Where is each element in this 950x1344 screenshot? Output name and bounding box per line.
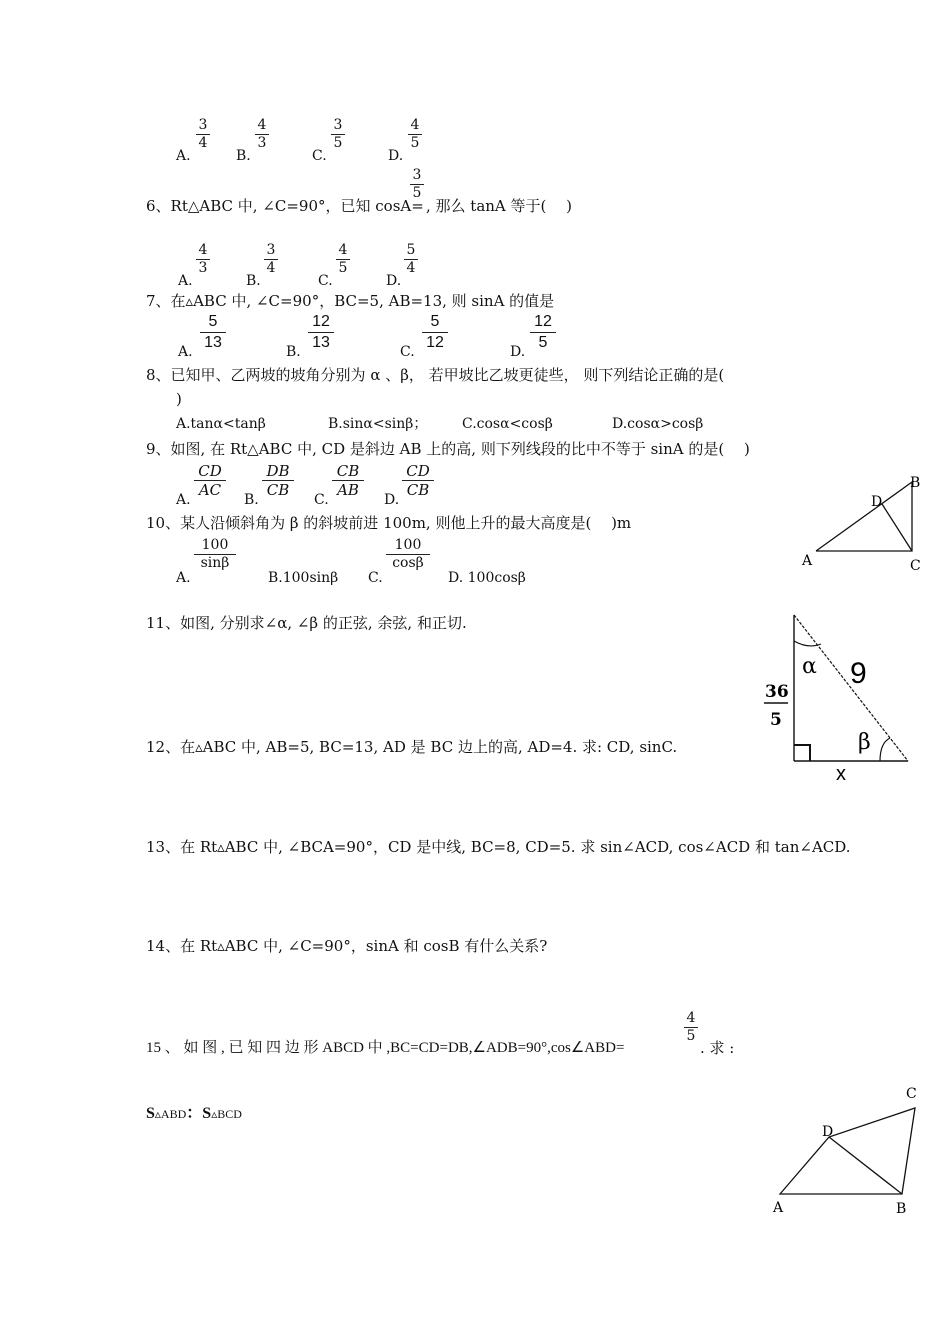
- q6-option-b-label: B.: [246, 273, 261, 289]
- q9-option-a-fraction: CD AC: [194, 463, 226, 498]
- q15-label-c: C: [906, 1086, 917, 1102]
- q9-triangle-figure: [790, 470, 930, 580]
- q7-option-b-fraction: 12 13: [308, 313, 334, 352]
- q7-option-a-label: A.: [178, 344, 193, 360]
- q10-option-a-fraction: 100 sinβ: [194, 538, 236, 571]
- q15-suffix: . 求 :: [700, 1039, 735, 1057]
- q5-option-c-fraction: 3 5: [331, 118, 345, 151]
- q9-label-c: C: [910, 558, 921, 574]
- q9-text: 9、如图, 在 Rt△ABC 中, CD 是斜边 AB 上的高, 则下列线段的比中不等于 sinA 的是( ): [146, 440, 750, 458]
- q6-option-d-label: D.: [386, 273, 402, 289]
- q9-triangle-outline: [816, 482, 912, 551]
- q11-beta-label: β: [858, 730, 871, 755]
- q5-option-d-fraction: 4 5: [408, 118, 422, 151]
- q10-option-b: B.100sinβ: [268, 570, 339, 586]
- q15-sub2: ▵BCD: [211, 1107, 242, 1121]
- q9-option-b-fraction: DB CB: [262, 463, 294, 498]
- q5-option-b-label: B.: [236, 148, 251, 164]
- q13-text: 13、在 Rt▵ABC 中, ∠BCA=90°，CD 是中线, BC=8, CD=5. 求 sin∠ACD, cos∠ACD 和 tan∠ACD.: [146, 838, 851, 856]
- q11-side-denominator: 5: [770, 710, 782, 730]
- q5-option-d-label: D.: [388, 148, 404, 164]
- q9-option-d-fraction: CD CB: [402, 463, 434, 498]
- q7-option-b-label: B.: [286, 344, 301, 360]
- q10-option-d: D. 100cosβ: [448, 570, 526, 586]
- q8-option-a: A.tanα<tanβ: [176, 416, 266, 432]
- q6-option-c-label: C.: [318, 273, 333, 289]
- q15-diagonal-db: [829, 1137, 902, 1194]
- q6-option-a-fraction: 4 3: [196, 243, 210, 276]
- q10-option-c-label: C.: [368, 570, 383, 586]
- q9-option-b-label: B.: [244, 492, 259, 508]
- q11-beta-arc: [880, 738, 890, 761]
- q9-option-c-label: C.: [314, 492, 329, 508]
- q8-option-b: B.sinα<sinβ；: [328, 416, 428, 432]
- q7-option-c-label: C.: [400, 344, 415, 360]
- q10-option-c-fraction: 100 cosβ: [386, 538, 430, 571]
- q14-text: 14、在 Rt▵ABC 中, ∠C=90°，sinA 和 cosB 有什么关系?: [146, 937, 548, 955]
- q15-prefix: 15 、 如 图 , 已 知 四 边 形 ABCD 中 ,BC=CD=DB,∠ADB=90°,cos∠ABD=: [146, 1040, 625, 1056]
- q15-sub1: ▵ABD: [154, 1107, 187, 1121]
- q15-label-d: D: [822, 1124, 834, 1140]
- q15-s2: S: [202, 1105, 212, 1122]
- q6-option-a-label: A.: [178, 273, 193, 289]
- q5-option-a-fraction: 3 4: [196, 118, 210, 151]
- q8-close-paren: ): [176, 390, 182, 408]
- q5-option-a-label: A.: [176, 148, 191, 164]
- q10-text: 10、某人沿倾斜角为 β 的斜坡前进 100m, 则他上升的最大高度是( )m: [146, 514, 632, 532]
- q8-text: 8、已知甲、乙两坡的坡角分别为 α 、β， 若甲坡比乙坡更徒些， 则下列结论正确的是(: [146, 366, 725, 384]
- q7-option-d-label: D.: [510, 344, 526, 360]
- q11-side-numerator: 36: [765, 682, 789, 702]
- q9-option-a-label: A.: [176, 492, 191, 508]
- q6-suffix: , 那么 tanA 等于( ): [426, 197, 573, 215]
- q6-option-d-fraction: 5 4: [404, 243, 418, 276]
- q6-prefix: 6、Rt△ABC 中, ∠C=90°，已知 cosA=: [146, 197, 424, 215]
- q9-label-a: A: [802, 553, 813, 569]
- q15-quadrilateral-figure: [765, 1075, 930, 1225]
- q8-option-c: C.cosα<cosβ: [462, 416, 553, 432]
- q11-base-label: x: [836, 763, 846, 785]
- q15-colon: ：: [186, 1105, 203, 1122]
- q7-option-d-fraction: 12 5: [530, 313, 556, 352]
- q7-text: 7、在▵ABC 中, ∠C=90°，BC=5, AB=13, 则 sinA 的值是: [146, 292, 555, 310]
- q9-label-d: D: [871, 494, 883, 510]
- q9-option-d-label: D.: [384, 492, 400, 508]
- q11-triangle-figure: [758, 605, 918, 790]
- q15-s1: S: [146, 1105, 155, 1122]
- q11-hypotenuse-label: 9: [850, 657, 867, 690]
- q6-option-c-fraction: 4 5: [336, 243, 350, 276]
- q9-option-c-fraction: CB AB: [332, 463, 364, 498]
- q11-right-angle-mark: [794, 745, 810, 761]
- q15-label-a: A: [773, 1200, 784, 1216]
- q9-altitude-cd: [882, 504, 912, 551]
- q15-answer-ratio: [146, 1100, 242, 1123]
- q8-option-d: D.cosα>cosβ: [612, 416, 704, 432]
- q12-text: 12、在▵ABC 中, AB=5, BC=13, AD 是 BC 边上的高, AD=4. 求: CD, sinC.: [146, 738, 678, 756]
- q9-label-b: B: [910, 475, 921, 491]
- q7-option-a-fraction: 5 13: [200, 313, 226, 352]
- q10-option-a-label: A.: [176, 570, 191, 586]
- q15-fraction: 4 5: [684, 1011, 698, 1044]
- q6-fraction: 3 5: [410, 168, 424, 201]
- q6-option-b-fraction: 3 4: [264, 243, 278, 276]
- q7-option-c-fraction: 5 12: [422, 313, 448, 352]
- q11-alpha-label: α: [802, 654, 817, 679]
- q5-option-b-fraction: 4 3: [255, 118, 269, 151]
- q11-text: 11、如图, 分别求∠α, ∠β 的正弦, 余弦, 和正切.: [146, 614, 467, 632]
- q5-option-c-label: C.: [312, 148, 327, 164]
- q15-label-b: B: [896, 1201, 907, 1217]
